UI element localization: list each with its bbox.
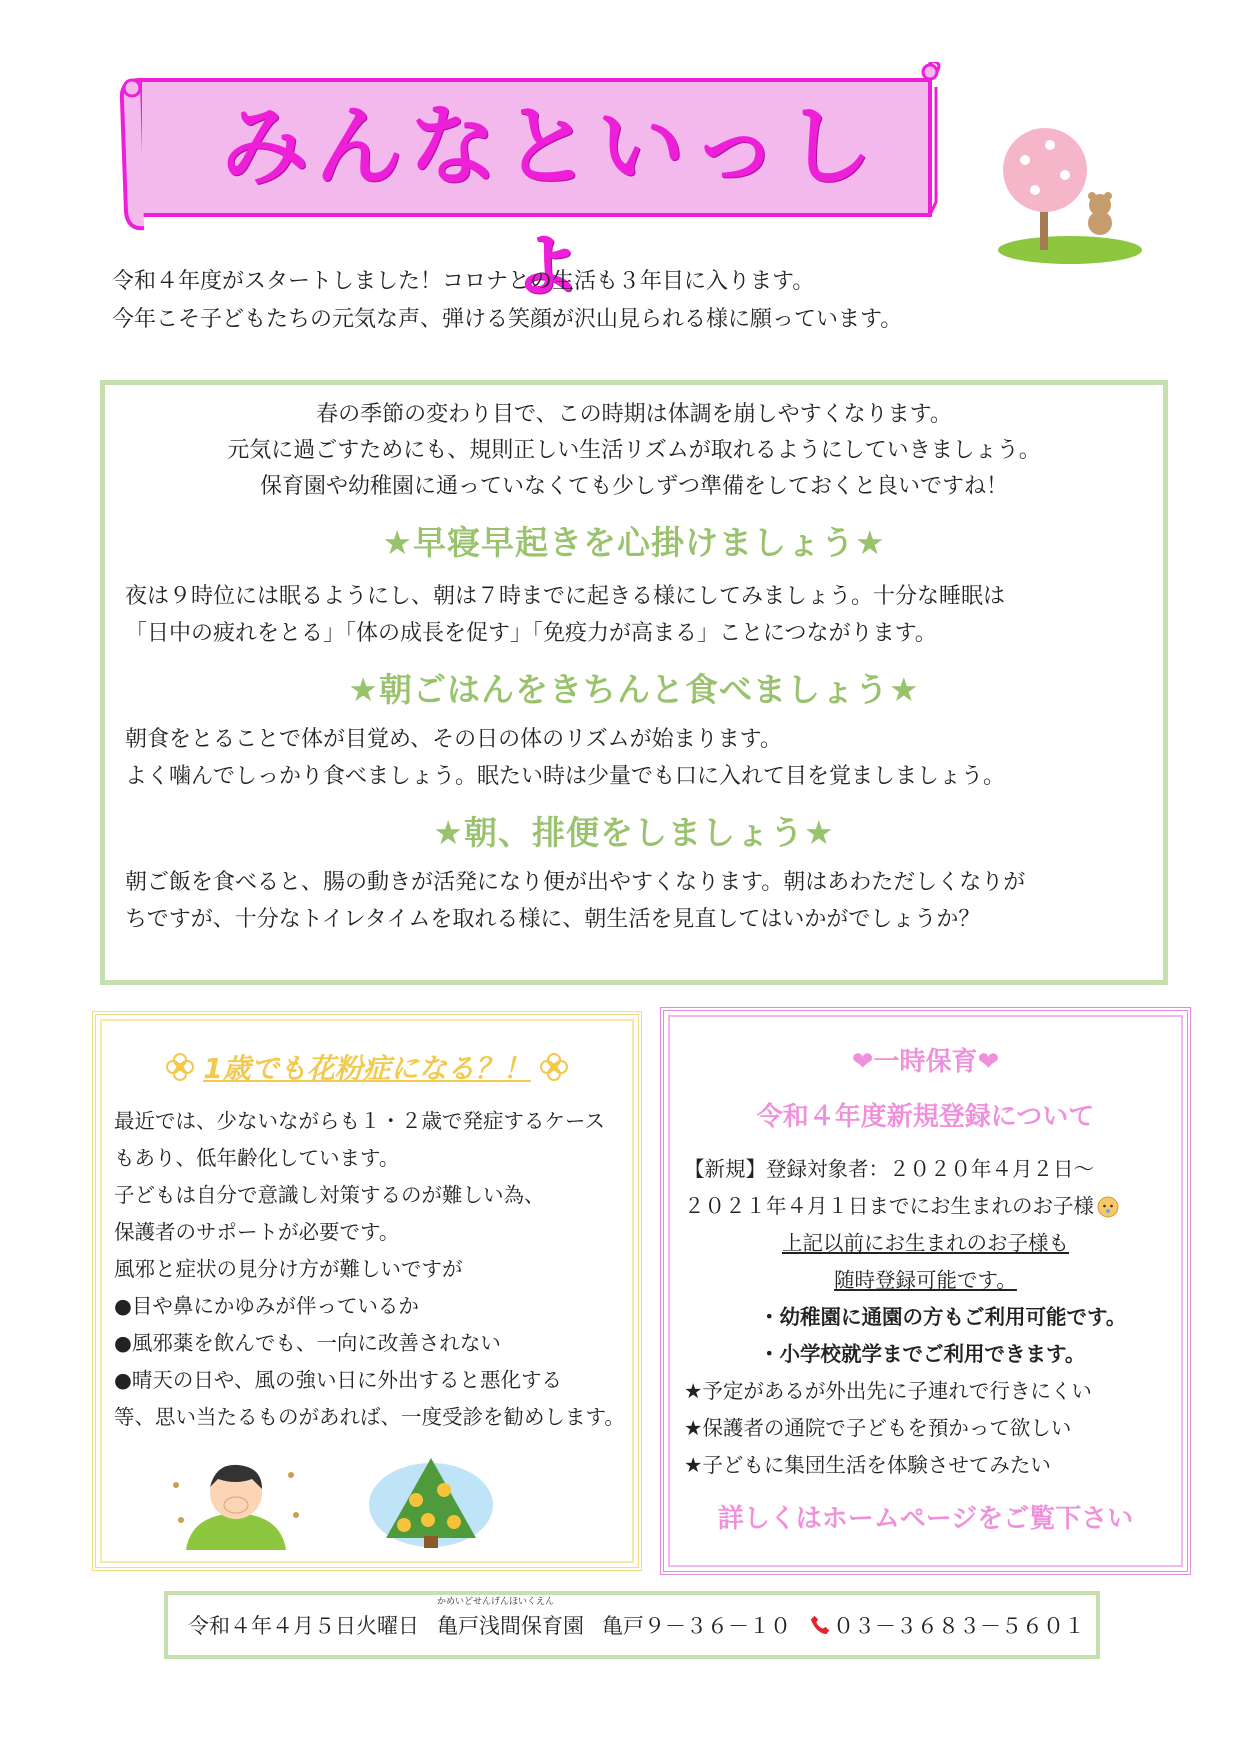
pollen-line: ●風邪薬を飲んでも、一向に改善されない [114,1331,501,1355]
phone-icon [809,1614,831,1636]
cherry-tree-bear-icon [990,125,1150,265]
health-lead-1: 春の季節の変わり目で、この時期は体調を崩しやすくなります。 [316,402,952,427]
flower-icon [539,1052,569,1082]
pollen-line: ●晴天の日や、風の強い日に外出すると悪化する [114,1368,562,1392]
footer-date: 令和４年４月５日火曜日 [188,1614,419,1638]
reason-item: ★予定があるが外出先に子連れで行きにくい [684,1379,1092,1403]
nursery-name: 亀戸浅間保育園 [437,1614,584,1638]
pollen-tree-icon [366,1450,496,1550]
intro-line-1: 令和４年度がスタートしました！コロナとの生活も３年目に入ります。 [112,269,815,294]
anytime-registration-note: 随時登録可能です。 [834,1268,1017,1292]
pollen-line: ●目や鼻にかゆみが伴っているか [114,1294,419,1318]
pollen-line: 子どもは自分で意識し対策するのが難しい為、 [114,1183,545,1207]
footer-address: 亀戸９－３６－１０ [602,1614,791,1638]
temp-care-subheading: 令和４年度新規登録について [756,1102,1095,1132]
sleep-body-2: 「日中の疲れをとる」「体の成長を促す」「免疫力が高まる」ことにつながります。 [125,621,937,646]
health-lead-2: 元気に過ごすためにも、規則正しい生活リズムが取れるようにしていきましょう。 [227,438,1041,463]
nursery-furigana: かめいどせんげんほいくえん [437,1597,555,1607]
flower-icon [165,1052,195,1082]
pollen-box [92,1011,642,1571]
pollen-line: 最近では、少ないながらも１・２歳で発症するケース [114,1109,605,1133]
bowel-heading: ★朝、排便をしましょう★ [433,813,835,852]
health-lead-3: 保育園や幼稚園に通っていなくても少しずつ準備をしておくと良いですね！ [259,474,1008,499]
page-title: みんなといっしょ [220,95,879,308]
registration-line-1: 【新規】登録対象者：２０２０年４月２日～ [684,1157,1094,1181]
kindergarten-bullet: ・幼稚園に通園の方もご利用可能です。 [759,1305,1127,1329]
sneezing-boy-icon [166,1455,306,1550]
health-box [100,380,1168,985]
breakfast-body-1: 朝食をとることで体が目覚め、その日の体のリズムが始まります。 [125,727,782,752]
pollen-line: もあり、低年齢化しています。 [114,1146,400,1170]
breakfast-heading: ★朝ごはんをきちんと食べましょう★ [348,670,920,709]
reason-item: ★保護者の通院で子どもを預かって欲しい [684,1416,1072,1440]
pollen-title: 1歳でも花粉症になる？！ [203,1052,531,1085]
pollen-line: 等、思い当たるものがあれば、一度受診を勧めします。 [114,1405,625,1429]
temp-care-box [660,1007,1191,1575]
pollen-line: 風邪と症状の見分け方が難しいですが [114,1257,463,1281]
breakfast-body-2: よく噛んでしっかり食べましょう。眠たい時は少量でも口に入れて目を覚ましましょう。 [125,764,1006,789]
earlier-born-note: 上記以前にお生まれのお子様も [782,1231,1069,1255]
intro-line-2: 今年こそ子どもたちの元気な声、弾ける笑顔が沢山見られる様に願っています。 [112,307,903,332]
bowel-body-2: ちですが、十分なトイレタイムを取れる様に、朝生活を見直してはいかがでしょうか？ [125,907,981,932]
footer-box [164,1591,1100,1659]
school-bullet: ・小学校就学までご利用できます。 [759,1342,1086,1366]
pollen-line: 保護者のサポートが必要です。 [114,1220,400,1244]
baby-face-icon [1096,1195,1120,1219]
temp-care-heading: ❤一時保育❤ [851,1047,1000,1077]
homepage-link[interactable]: 詳しくはホームページをご覧下さい [717,1504,1134,1534]
reason-item: ★子どもに集団生活を体験させてみたい [684,1453,1051,1477]
registration-line-2: ２０２１年４月１日までにお生まれのお子様 [684,1194,1094,1218]
footer-phone[interactable]: ０３－３６８３－５６０１ [833,1614,1085,1638]
bowel-body-1: 朝ご飯を食べると、腸の動きが活発になり便が出やすくなります。朝はあわただしくなりが [125,870,1026,895]
sleep-body-1: 夜は９時位には眠るようにし、朝は７時までに起きる様にしてみましょう。十分な睡眠は [125,584,1006,609]
sleep-heading: ★早寝早起きを心掛けましょう★ [382,523,886,562]
